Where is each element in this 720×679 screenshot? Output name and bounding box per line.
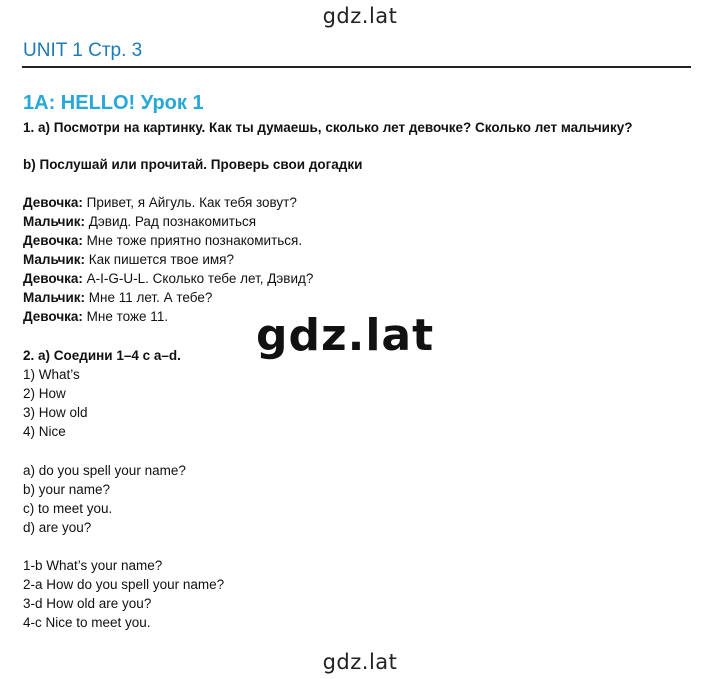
- lesson-title: 1A: HELLO! Урок 1: [23, 92, 204, 114]
- list-item: 1) What’s: [23, 367, 80, 382]
- speaker: Девочка:: [23, 233, 83, 248]
- dialogue-line: [23, 250, 234, 269]
- line-text: Мне 11 лет. А тебе?: [85, 290, 213, 305]
- dialogue-line: [23, 307, 168, 326]
- speaker: Мальчик:: [23, 290, 85, 305]
- speaker: Мальчик:: [23, 214, 85, 229]
- speaker: Девочка:: [23, 309, 83, 324]
- speaker: Девочка:: [23, 195, 83, 210]
- dialogue-line: [23, 231, 302, 250]
- answer-item: 1-b What’s your name?: [23, 558, 163, 573]
- watermark-center: gdz.lat: [256, 310, 435, 361]
- watermark-top: gdz.lat: [322, 4, 398, 28]
- list-item: 2) How: [23, 386, 66, 401]
- line-text: Привет, я Айгуль. Как тебя зовут?: [82, 195, 297, 210]
- unit-title: UNIT 1 Стр. 3: [23, 40, 143, 61]
- task-1a-heading: 1. a) Посмотри на картинку. Как ты думаешь, сколько лет девочке? Сколько лет мальчику?: [23, 120, 633, 135]
- list-item: 4) Nice: [23, 424, 66, 439]
- line-text: Как пишется твое имя?: [85, 252, 234, 267]
- dialogue-line: [23, 269, 313, 288]
- list-item: 3) How old: [23, 405, 88, 420]
- dialogue-line: [23, 288, 212, 307]
- dialogue-line: [23, 212, 256, 231]
- task-2a-heading: 2. a) Соедини 1–4 с a–d.: [23, 348, 181, 363]
- watermark-bottom: gdz.lat: [322, 650, 398, 674]
- answer-item: 2-a How do you spell your name?: [23, 577, 225, 592]
- list-item: b) your name?: [23, 482, 111, 497]
- answer-item: 3-d How old are you?: [23, 596, 152, 611]
- speaker: Девочка:: [23, 271, 83, 286]
- line-text: A-I-G-U-L. Сколько тебе лет, Дэвид?: [82, 271, 314, 286]
- answer-item: 4-c Nice to meet you.: [23, 615, 151, 630]
- dialogue-line: [23, 193, 297, 212]
- task-1b-heading: b) Послушай или прочитай. Проверь свои догадки: [23, 157, 363, 172]
- list-item: d) are you?: [23, 520, 92, 535]
- list-item: c) to meet you.: [23, 501, 113, 516]
- header-divider: [22, 66, 691, 68]
- line-text: Мне тоже 11.: [82, 309, 169, 324]
- speaker: Мальчик:: [23, 252, 85, 267]
- line-text: Дэвид. Рад познакомиться: [85, 214, 257, 229]
- list-item: a) do you spell your name?: [23, 463, 186, 478]
- line-text: Мне тоже приятно познакомиться.: [82, 233, 303, 248]
